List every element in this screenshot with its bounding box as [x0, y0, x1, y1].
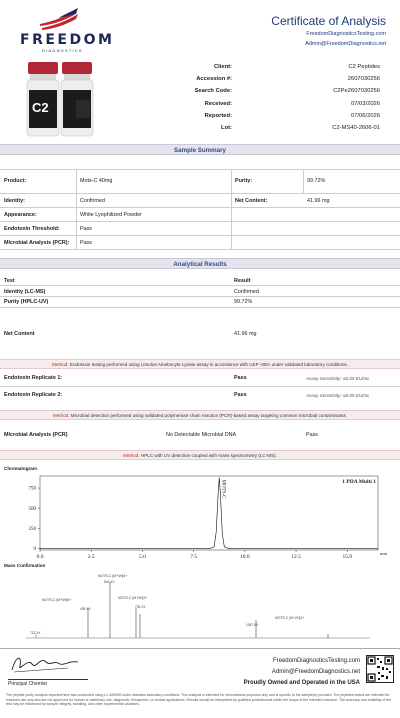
x-tick-label: 7.5	[190, 554, 198, 560]
mass-peak-label: MOTS-C [M+3H]3+	[118, 596, 148, 600]
disclaimer-text: The peptide purity analysis reported here was conducted using LC-MS/MS under standard laboratory conditions. This analysis is intended for informational purposes only and is specific to the sample(s) provided. The peptides tested are intended for research use only and are not approved for human or veterinary use, diagnostic, therapeutic, or clinical applications. Results should be interpreted by qualified professionals within the scope of the intended research. The accuracy and reliability of the test may be influenced by sample integrity, handling, and other experimental variables.	[6, 693, 392, 707]
purity-label: Purity:	[235, 178, 253, 184]
analytical-results-header: Analytical Results	[0, 258, 400, 269]
product-label: Product:	[4, 178, 27, 184]
analytical-row-test: Identity (LC-MS)	[4, 289, 46, 295]
info-row-received: Received: 07/03/2026	[204, 100, 380, 107]
sample-info-table	[180, 61, 380, 134]
product-value: Mots-C 40mg	[80, 178, 113, 184]
chromatogram-chart	[0, 470, 400, 564]
method-microbial: Method: Microbial detection performed using validated polymerase chain reaction (PCR)-based assay targeting common microbial contaminants.	[0, 410, 400, 420]
peak-label: MOTS-C	[220, 479, 226, 499]
endotoxin-replicate-2-label: Endotoxin Replicate 2:	[4, 392, 63, 398]
info-row-accession: Accession #: 2607030256	[196, 76, 380, 83]
net-content-result: 41.96 mg	[234, 331, 257, 337]
mass-peak-label: MOTS-C [M+5H]5+	[42, 598, 72, 602]
vial-label: C2	[32, 100, 49, 115]
signatory-role: Principal Chemist	[8, 681, 47, 687]
info-row-lot: Lot: C2-MS40-2606-01	[221, 125, 380, 132]
microbial-analysis-test: Microbial Analysis (PCR)	[4, 432, 68, 438]
info-row-client: Client: C2 Peptides	[213, 64, 380, 71]
endotoxin-replicate-2-result: Pass	[234, 392, 247, 398]
mass-peak-value: 544.XX	[104, 580, 115, 584]
net-content-test: Net Content	[4, 331, 35, 337]
header-website[interactable]: FreedomDiagnosticsTesting.com	[306, 31, 386, 37]
mass-peak-value: 435.XX	[80, 607, 91, 611]
method-endotoxin: Method: Endotoxin testing performed using Limulus Amebocyte Lysate assay in accordance with USP <85> under validated laboratory conditions.	[0, 359, 400, 369]
identity-value: Confirmed	[80, 198, 105, 204]
sample-summary-header: Sample Summary	[0, 144, 400, 155]
chart-legend: 1 PDA Multi 1	[342, 479, 376, 485]
identity-label: Identity:	[4, 198, 25, 204]
endotoxin-replicate-2-spec: Assay Sensitivity: ≤0.05 EU/mL	[306, 393, 370, 398]
chromatogram-trace	[40, 478, 378, 549]
endotoxin-replicate-1-result: Pass	[234, 375, 247, 381]
y-tick-label: 0	[33, 546, 36, 552]
appearance-value: White Lyophilized Powder	[80, 212, 142, 218]
chromatogram-label: Chromatogram	[4, 466, 37, 471]
microbial-analysis-value: Pass	[80, 240, 92, 246]
endotoxin-threshold-value: Pass	[80, 226, 92, 232]
net-content-label: Net Content:	[235, 198, 268, 204]
endotoxin-threshold-label: Endotoxin Threshold:	[4, 226, 60, 232]
purity-value: 99.72%	[307, 178, 326, 184]
qr-code-icon[interactable]	[366, 655, 394, 683]
y-tick-label: 250	[28, 526, 36, 532]
mass-peak-value: 722.XX	[30, 631, 41, 635]
signature-image	[8, 652, 88, 678]
company-logo	[12, 6, 122, 52]
endotoxin-replicate-1-label: Endotoxin Replicate 1:	[4, 375, 63, 381]
document-title: Certificate of Analysis	[271, 14, 386, 28]
col-result-header: Result	[234, 278, 251, 284]
x-tick-label: 12.5	[291, 554, 301, 560]
x-tick-label: 15.0	[342, 554, 353, 560]
y-tick-label: 750	[28, 486, 36, 492]
x-axis-unit: min	[380, 551, 388, 556]
microbial-analysis-result: Pass	[306, 432, 318, 438]
mass-spectrum-chart	[0, 568, 400, 646]
method-hplc: Method: HPLC with UV detection coupled with mass spectrometry (LC-MS).	[0, 450, 400, 460]
info-row-search-code: Search Code: C2Pe2607030256	[194, 88, 380, 95]
mass-confirmation-label: Mass Confirmation	[4, 563, 46, 568]
brand-subtitle: DIAGNOSTICS	[42, 48, 83, 53]
appearance-label: Appearance:	[4, 212, 37, 218]
y-tick-label: 500	[28, 506, 36, 512]
brand-name: FREEDOM	[20, 32, 115, 48]
footer-tagline: Proudly Owned and Operated in the USA	[243, 680, 360, 686]
mass-peak-label: MOTS-C [M+2H]2+	[275, 616, 305, 620]
analytical-row-result: 99.72%	[234, 299, 253, 305]
endotoxin-replicate-1-spec: Assay Sensitivity: ≤0.05 EU/mL	[306, 376, 370, 381]
x-tick-label: 0.0	[36, 554, 44, 560]
x-tick-label: 10.0	[240, 554, 250, 560]
net-content-value: 41.96 mg	[307, 198, 330, 204]
col-test-header: Test	[4, 278, 15, 284]
microbial-analysis-detail: No Detectable Microbial DNA	[166, 432, 237, 438]
microbial-analysis-label: Microbial Analysis (PCR):	[4, 240, 70, 246]
analytical-row-test: Purity (HPLC-UV)	[4, 299, 49, 305]
header-email[interactable]: Admin@FreedomDiagnostics.net	[305, 41, 386, 47]
mass-peak-label: MOTS-C [M+4H]4+	[98, 574, 128, 578]
mass-peak-value: 1087.XX	[246, 623, 259, 627]
footer-email[interactable]: Admin@FreedomDiagnostics.net	[271, 669, 360, 675]
mass-peak-value: 725.XX	[135, 605, 146, 609]
footer-website[interactable]: FreedomDiagnosticsTesting.com	[272, 658, 360, 664]
x-tick-label: 2.5	[87, 554, 95, 560]
x-tick-label: 5.0	[138, 554, 146, 560]
product-vials-image	[24, 60, 98, 140]
plot-frame	[40, 476, 378, 550]
analytical-row-result: Confirmed	[234, 289, 259, 295]
info-row-reported: Reported: 07/06/2026	[204, 112, 380, 119]
